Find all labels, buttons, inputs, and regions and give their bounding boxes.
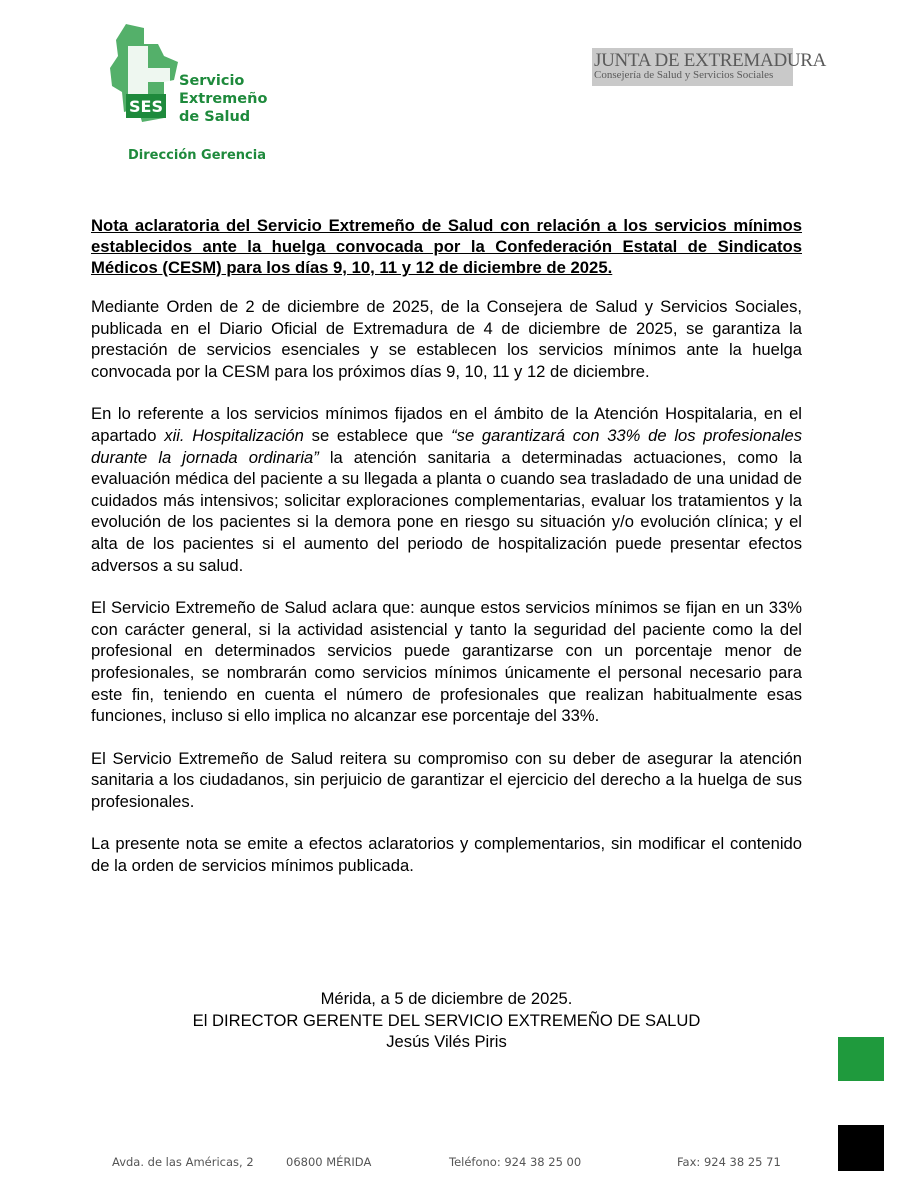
footer-postal: 06800 MÉRIDA xyxy=(286,1155,372,1169)
department-label: Dirección Gerencia xyxy=(128,148,266,163)
signature-block xyxy=(91,988,802,1053)
paragraph-2-part-2: se establece que xyxy=(303,425,452,445)
ses-name xyxy=(179,72,267,126)
ses-name-line-1: Servicio xyxy=(179,73,245,89)
paragraph-2-part-3: la atención sanitaria a determinadas actuaciones, como la evaluación médica del paciente a su llegada a planta o cuando sea trasladado de una unidad de cuidados más intensivos; solicitar exploraciones complementarias, evaluar los tratamientos y la evolución de los pacientes si la demora pone en riesgo su situación y/o evolución clínica; y el alta de los pacientes si el aumento del periodo de hospitalización puede presentar efectos adversos a su salud. xyxy=(91,447,802,575)
green-square-decoration xyxy=(838,1037,884,1081)
place-date: Mérida, a 5 de diciembre de 2025. xyxy=(320,989,573,1008)
junta-logo xyxy=(592,48,827,86)
signer-name: Jesús Vilés Piris xyxy=(386,1032,507,1052)
ses-name-line-3: de Salud xyxy=(179,109,251,125)
junta-title: JUNTA DE EXTREMADURA xyxy=(594,50,827,71)
section-reference: xii. Hospitalización xyxy=(164,425,304,445)
paragraph-1: Mediante Orden de 2 de diciembre de 2025, de la Consejera de Salud y Servicios Sociales, publicada en el Diario Oficial de Extremadura de 4 de diciembre de 2025, se garantiza la prestación de servicios esenciales y se establecen los servicios mínimos ante la huelga convocada por la CESM para los próximos días 9, 10, 11 y 12 de diciembre. xyxy=(91,297,802,381)
quoted-text: “se garantizará con 33% de los profesionales durante la jornada ordinaria” xyxy=(91,425,803,467)
document-body xyxy=(91,215,802,898)
paragraph-5: La presente nota se emite a efectos aclaratorios y complementarios, sin modificar el contenido de la orden de servicios mínimos publicada. xyxy=(91,834,802,876)
ses-logo xyxy=(108,22,180,124)
paragraph-4: El Servicio Extremeño de Salud reitera su compromiso con su deber de asegurar la atención sanitaria a los ciudadanos, sin perjuicio de garantizar el ejercicio del derecho a la huelga de sus profesionales. xyxy=(91,748,802,811)
ses-badge-text: SES xyxy=(129,97,163,116)
ses-name-line-2: Extremeño xyxy=(179,91,268,107)
document-title: Nota aclaratoria del Servicio Extremeño de Salud con relación a los servicios mínimos establecidos ante la huelga convocada por la Confederación Estatal de Sindicatos Médicos (CESM) para los días 9, 10, 11 y 12 de diciembre de 2025. xyxy=(91,216,802,277)
footer-phone: Teléfono: 924 38 25 00 xyxy=(449,1155,582,1169)
signer-position: El DIRECTOR GERENTE DEL SERVICIO EXTREMEÑO DE SALUD xyxy=(192,1010,701,1030)
black-square-decoration xyxy=(838,1125,884,1171)
footer-address: Avda. de las Américas, 2 xyxy=(112,1155,254,1169)
paragraph-3: El Servicio Extremeño de Salud aclara que: aunque estos servicios mínimos se fijan en un 33% con carácter general, si la actividad asistencial y tanto la seguridad del paciente como la del profesional en determinados servicios puede garantizarse con un porcentaje menor de profesionales, se nombrarán como servicios mínimos únicamente el personal necesario para este fin, teniendo en cuenta el número de profesionales que realizan habitualmente esas funciones, incluso si ello implica no alcanzar ese porcentaje del 33%. xyxy=(91,598,802,726)
paragraph-2-part-1: En lo referente a los servicios mínimos fijados en el ámbito de la Atención Hospitalaria, en el apartado xyxy=(91,404,802,445)
junta-subtitle: Consejería de Salud y Servicios Sociales xyxy=(594,69,774,81)
footer-fax: Fax: 924 38 25 71 xyxy=(677,1155,781,1169)
paragraph-2 xyxy=(91,403,802,576)
